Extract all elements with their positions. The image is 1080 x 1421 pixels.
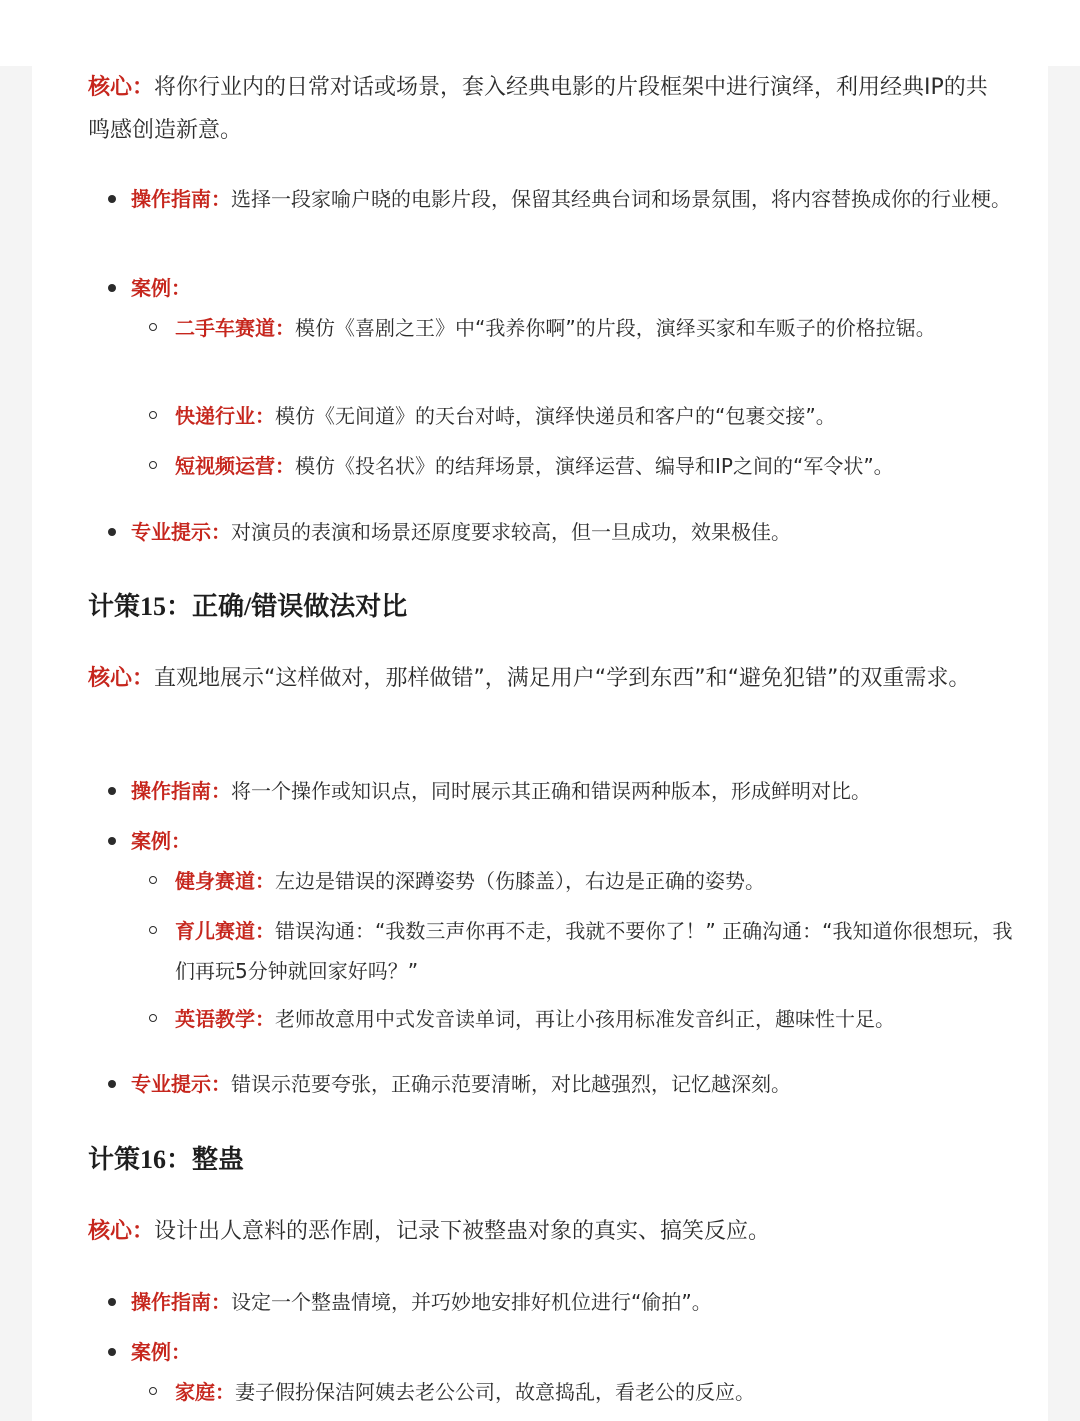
case-subitem-text: 老师故意用中式发音读单词，再让小孩用标准发音纠正，趣味性十足。 [275,1007,895,1031]
guide-item [131,179,1016,219]
guide-text: 选择一段家喻户晓的电影片段，保留其经典台词和场景氛围，将内容替换成你的行业梗。 [231,187,1011,211]
circle-bullet [149,926,157,934]
circle-bullet [149,1014,157,1022]
case-subitem-label: 健身赛道： [175,869,275,893]
section-heading: 计策15：正确/错误做法对比 [88,592,408,621]
circle-bullet [149,323,157,331]
case-subitem-text: 左边是错误的深蹲姿势（伤膝盖），右边是正确的姿势。 [275,869,765,893]
bullet [108,1298,116,1306]
case-subitem-text: 妻子假扮保洁阿姨去老公公司，故意捣乱，看老公的反应。 [235,1380,755,1404]
guide-text: 设定一个整蛊情境，并巧妙地安排好机位进行“偷拍”。 [231,1290,712,1314]
case-item [131,821,1016,861]
core-label: 核心： [88,1219,155,1244]
core-paragraph [88,1210,998,1253]
tip-item [131,512,1016,552]
case-subitem-label: 快递行业： [175,404,275,428]
tip-text: 对演员的表演和场景还原度要求较高，但一旦成功，效果极佳。 [231,520,791,544]
core-label: 核心： [88,75,155,100]
guide-label: 操作指南： [131,1290,231,1314]
case-subitem-label: 育儿赛道： [175,919,275,943]
section-heading: 计策16：整蛊 [88,1145,245,1174]
case-subitem-text: 错误沟通：“我数三声你再不走，我就不要你了！” 正确沟通：“我知道你很想玩，我们再玩5分钟就回家好吗？” [175,919,1013,983]
case-subitem [175,446,1020,486]
tip-label: 专业提示： [131,1072,231,1096]
bullet [108,787,116,795]
core-text: 直观地展示“这样做对，那样做错”，满足用户“学到东西”和“避免犯错”的双重需求。 [154,666,971,691]
case-label: 案例： [131,829,191,853]
tip-text: 错误示范要夸张，正确示范要清晰，对比越强烈，记忆越深刻。 [231,1072,791,1096]
guide-text: 将一个操作或知识点，同时展示其正确和错误两种版本，形成鲜明对比。 [231,779,871,803]
core-label: 核心： [88,666,155,691]
case-subitem [175,1372,1020,1412]
circle-bullet [149,1387,157,1395]
bullet [108,195,116,203]
bullet [108,284,116,292]
case-subitem-text: 模仿《无间道》的天台对峙，演绎快递员和客户的“包裹交接”。 [275,404,836,428]
case-subitem-label: 短视频运营： [175,454,295,478]
core-text: 将你行业内的日常对话或场景，套入经典电影的片段框架中进行演绎，利用经典IP的共鸣感创造新意。 [88,75,988,143]
case-item [131,1332,1016,1372]
bullet [108,1348,116,1356]
guide-item [131,771,1016,811]
case-subitem-label: 二手车赛道： [175,316,295,340]
case-subitem [175,861,1020,901]
bullet [108,837,116,845]
core-paragraph [88,657,998,700]
core-paragraph [88,66,998,152]
article-card [32,66,1048,1421]
case-label: 案例： [131,276,191,300]
case-subitem-text: 模仿《投名状》的结拜场景，演绎运营、编导和IP之间的“军令状”。 [295,454,894,478]
case-subitem [175,911,1020,991]
circle-bullet [149,876,157,884]
case-subitem [175,999,1020,1039]
top-bar [0,0,1080,66]
case-subitem [175,308,1020,348]
core-text: 设计出人意料的恶作剧，记录下被整蛊对象的真实、搞笑反应。 [154,1219,771,1244]
case-subitem-label: 英语教学： [175,1007,275,1031]
bullet [108,528,116,536]
guide-label: 操作指南： [131,779,231,803]
case-label: 案例： [131,1340,191,1364]
circle-bullet [149,411,157,419]
circle-bullet [149,461,157,469]
case-subitem-label: 家庭： [175,1380,235,1404]
case-subitem-text: 模仿《喜剧之王》中“我养你啊”的片段，演绎买家和车贩子的价格拉锯。 [295,316,936,340]
tip-label: 专业提示： [131,520,231,544]
case-subitem [175,396,1020,436]
guide-label: 操作指南： [131,187,231,211]
case-item [131,268,1016,308]
tip-item [131,1064,1016,1104]
bullet [108,1080,116,1088]
guide-item [131,1282,1016,1322]
